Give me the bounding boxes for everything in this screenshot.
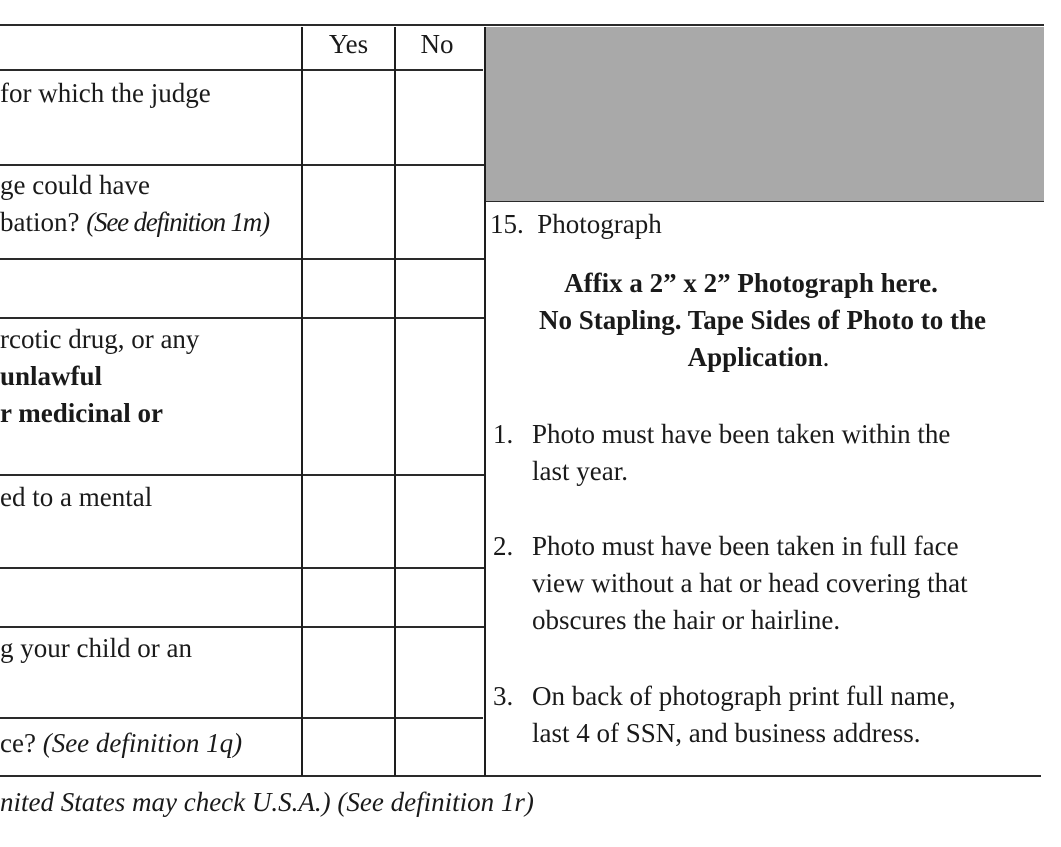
no-checkbox-row-4[interactable] (396, 319, 484, 474)
no-checkbox-row-3[interactable] (396, 260, 484, 317)
table-top-border (0, 24, 1044, 26)
definition-reference: (See definition 1m) (86, 207, 269, 237)
redacted-area (486, 27, 1044, 201)
question-row-4-bold-line: r medicinal or (0, 398, 163, 428)
no-checkbox-row-6[interactable] (396, 569, 484, 626)
question-row-2-text: ge could have (0, 170, 150, 200)
yes-checkbox-row-1[interactable] (303, 71, 394, 164)
section-title: Photograph (537, 209, 662, 239)
yes-checkbox-row-4[interactable] (303, 319, 394, 474)
question-row-4-bold-line: unlawful (0, 361, 103, 391)
yes-checkbox-row-3[interactable] (303, 260, 394, 317)
requirement-number: 2. (493, 531, 514, 561)
question-row-1-text: for which the judge (0, 78, 211, 108)
photo-instruction-line: Application. (687, 342, 830, 372)
requirement-text: view without a hat or head covering that (532, 568, 968, 598)
yes-column-header: Yes (328, 29, 369, 59)
question-row-2-text-line2: bation? (See definition 1m) (0, 207, 269, 237)
yes-checkbox-row-5[interactable] (303, 476, 394, 567)
definition-reference: (See definition 1q) (42, 728, 243, 758)
citizenship-footnote: nited States may check U.S.A.) (See definition 1r) (0, 787, 534, 817)
yes-checkbox-row-8[interactable] (303, 719, 394, 775)
no-checkbox-row-2[interactable] (396, 166, 484, 258)
no-column-header: No (420, 29, 454, 59)
requirement-number: 1. (493, 419, 514, 449)
requirement-text: last year. (532, 456, 628, 486)
requirement-text: last 4 of SSN, and business address. (532, 718, 921, 748)
requirement-text: Photo must have been taken within the (532, 419, 951, 449)
photo-section-heading (490, 206, 662, 243)
question-row-7-text: g your child or an (0, 633, 192, 663)
question-row-5-text: ed to a mental (0, 482, 153, 512)
table-bottom-border (0, 775, 1041, 777)
no-checkbox-row-8[interactable] (396, 719, 484, 775)
no-checkbox-row-1[interactable] (396, 71, 484, 164)
no-checkbox-row-5[interactable] (396, 476, 484, 567)
photo-instruction-line: Affix a 2” x 2” Photograph here. (564, 268, 938, 298)
yes-checkbox-row-7[interactable] (303, 628, 394, 717)
requirement-number: 3. (493, 681, 514, 711)
requirement-text: obscures the hair or hairline. (532, 605, 841, 635)
question-row-8-text: ce? (See definition 1q) (0, 728, 243, 758)
photo-instruction-line: No Stapling. Tape Sides of Photo to the (538, 305, 987, 335)
no-checkbox-row-7[interactable] (396, 628, 484, 717)
requirement-text: Photo must have been taken in full face (532, 531, 959, 561)
section-number: 15. (490, 209, 524, 239)
yes-checkbox-row-6[interactable] (303, 569, 394, 626)
question-row-4-text: rcotic drug, or any (0, 324, 200, 354)
yes-checkbox-row-2[interactable] (303, 166, 394, 258)
requirement-text: On back of photograph print full name, (532, 681, 956, 711)
